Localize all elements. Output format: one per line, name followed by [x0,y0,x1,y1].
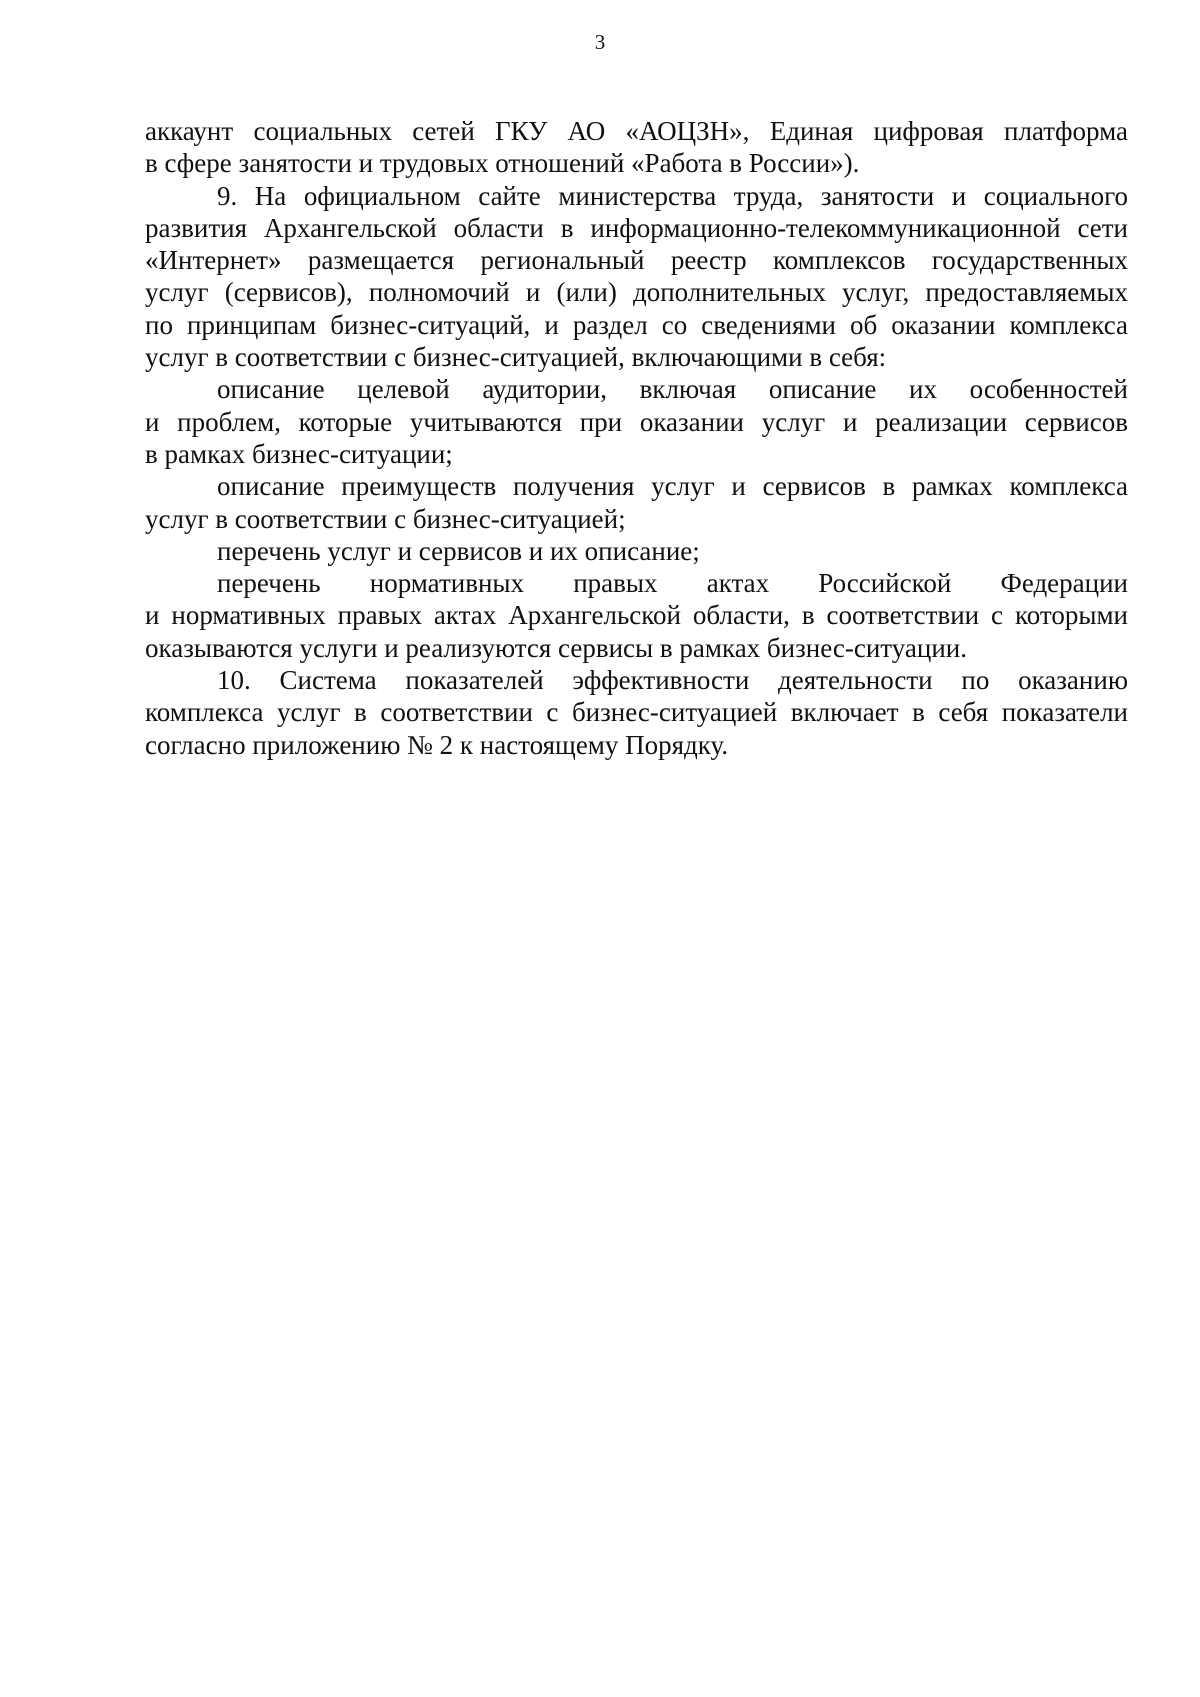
page-number: 3 [594,30,606,54]
text-line: услуг (сервисов), полномочий и (или) дополнительных услуг, предоставляемых [145,277,1128,308]
text-line: аккаунт социальных сетей ГКУ АО «АОЦЗН», Единая цифровая платформа [145,116,1128,146]
text-line: 10. Система показателей эффективности деятельности по оказанию [217,665,1128,696]
text-line: согласно приложению № 2 к настоящему Порядку. [145,729,729,760]
text-line: по принципам бизнес-ситуаций, и раздел со сведениями об оказании комплекса [145,309,1128,340]
text-line: перечень нормативных правых актах Российской Федерации [217,568,1128,599]
text-line: перечень услуг и сервисов и их описание; [217,535,700,566]
text-line: услуг в соответствии с бизнес-ситуацией; [145,503,626,534]
document-body [145,115,1128,761]
text-line: оказываются услуги и реализуются сервисы в рамках бизнес-ситуации. [145,632,967,663]
text-line: в рамках бизнес-ситуации; [145,438,453,469]
text-line: 9. На официальном сайте министерства труда, занятости и социального [217,180,1128,211]
text-line: услуг в соответствии с бизнес-ситуацией, включающими в себя: [145,342,887,373]
text-line: описание преимуществ получения услуг и сервисов в рамках комплекса [217,471,1128,502]
text-line: в сфере занятости и трудовых отношений «Работа в России»). [145,148,860,179]
text-line: «Интернет» размещается региональный реестр комплексов государственных [145,245,1128,276]
text-line: описание целевой аудитории, включая описание их особенностей [217,374,1128,405]
text-line: и проблем, которые учитываются при оказании услуг и реализации сервисов [145,406,1128,437]
text-line: и нормативных правых актах Архангельской области, в соответствии с которыми [145,600,1128,631]
text-line: комплекса услуг в соответствии с бизнес-ситуацией включает в себя показатели [145,697,1128,728]
text-line: развития Архангельской области в информационно-телекоммуникационной сети [145,212,1128,243]
